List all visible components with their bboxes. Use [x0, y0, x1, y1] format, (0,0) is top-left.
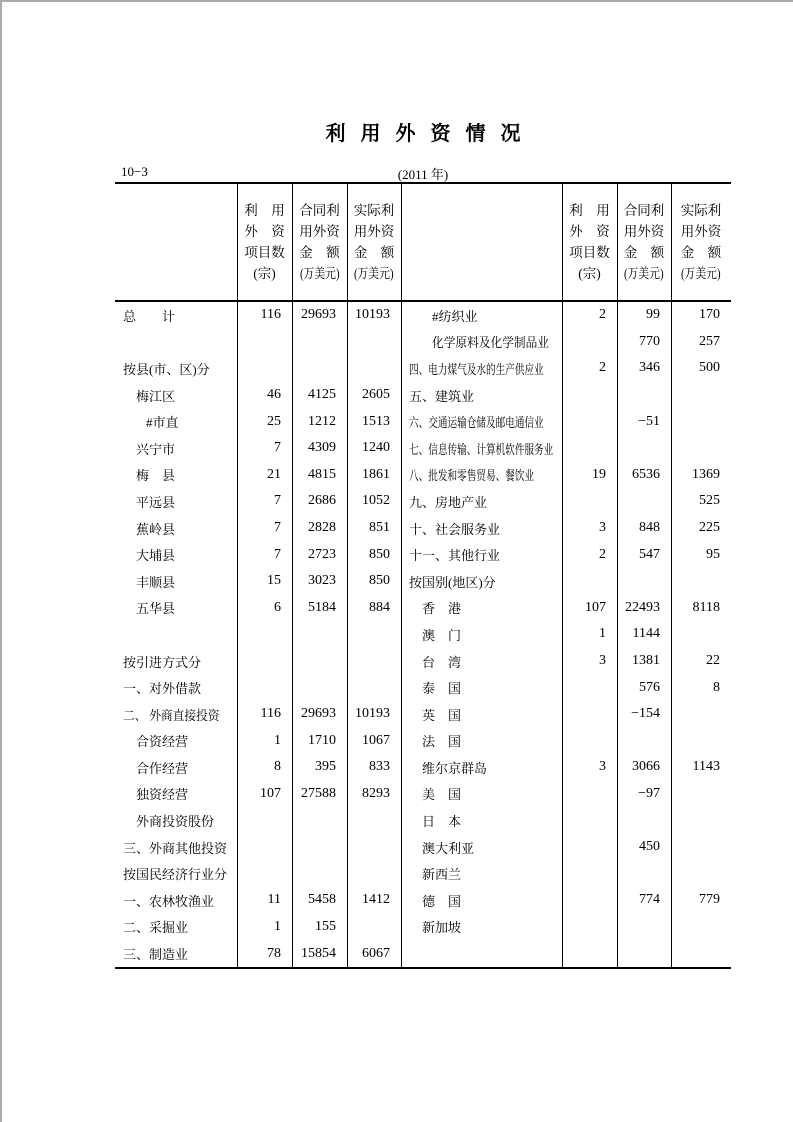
row-label-right: 十、社会服务业 — [409, 521, 501, 537]
value-contract-right: 1381 — [632, 653, 660, 669]
table-row — [115, 515, 731, 542]
value-projects-left — [237, 355, 292, 382]
table-row — [115, 860, 731, 887]
value-projects-right: 107 — [585, 599, 606, 615]
value-contract-right: −51 — [638, 413, 660, 429]
row-label-right: 英 国 — [422, 707, 462, 723]
value-contract-left: 2686 — [308, 493, 336, 509]
value-actual-right — [671, 914, 731, 941]
value-actual-right: 1369 — [692, 466, 720, 482]
value-projects-left: 46 — [267, 387, 281, 403]
row-label-left: 五华县 — [136, 601, 176, 617]
value-actual-right: 779 — [699, 892, 720, 908]
table-row — [115, 382, 731, 409]
value-contract-left: 1212 — [308, 413, 336, 429]
value-actual-left — [347, 860, 401, 887]
page-title: 利用外资情况 — [325, 123, 536, 145]
value-projects-right — [562, 382, 617, 409]
value-contract-left: 27588 — [301, 785, 336, 801]
value-contract-right: 22493 — [625, 599, 660, 615]
value-contract-right: 547 — [639, 546, 660, 562]
table-row — [115, 488, 731, 515]
value-actual-right: 8118 — [692, 599, 720, 615]
row-label-right: 法 国 — [422, 734, 462, 750]
value-projects-right — [562, 887, 617, 914]
value-projects-right — [562, 781, 617, 808]
value-actual-left: 6067 — [362, 945, 390, 961]
value-actual-right: 95 — [706, 546, 720, 562]
value-actual-left — [347, 648, 401, 675]
value-contract-right: −97 — [638, 785, 660, 801]
value-projects-left: 11 — [267, 892, 281, 908]
value-projects-right — [562, 408, 617, 435]
row-label-left: 梅江区 — [136, 388, 176, 404]
value-projects-right — [562, 488, 617, 515]
table-header — [115, 184, 731, 302]
header-right-stub — [401, 184, 562, 300]
value-actual-left: 2605 — [362, 387, 390, 403]
value-contract-left: 15854 — [301, 945, 336, 961]
value-contract-right — [617, 860, 671, 887]
table-row — [115, 887, 731, 914]
value-contract-left: 1710 — [308, 732, 336, 748]
value-contract-left — [292, 860, 347, 887]
value-actual-left: 850 — [369, 573, 390, 589]
value-contract-left — [292, 834, 347, 861]
header-text: 利 用 — [244, 203, 285, 218]
table-row — [115, 621, 731, 648]
value-projects-left — [237, 648, 292, 675]
row-label-right: 维尔京群岛 — [422, 760, 488, 776]
value-actual-left: 8293 — [362, 785, 390, 801]
row-label-right — [401, 940, 562, 967]
value-contract-right: 1144 — [632, 626, 660, 642]
row-label-right: 按国别(地区)分 — [409, 574, 496, 590]
value-contract-left: 4309 — [308, 440, 336, 456]
table-row — [115, 834, 731, 861]
table-row — [115, 408, 731, 435]
table-row — [115, 595, 731, 622]
table-row — [115, 329, 731, 356]
header-left-stub — [115, 184, 237, 300]
table-row — [115, 674, 731, 701]
value-actual-right — [671, 382, 731, 409]
value-projects-left — [237, 674, 292, 701]
value-actual-right: 1143 — [692, 759, 720, 775]
table-row — [115, 807, 731, 834]
value-projects-left: 116 — [260, 706, 281, 722]
header-text: 金 额 — [680, 245, 722, 260]
header-text: 金 额 — [353, 245, 395, 260]
value-actual-left: 1240 — [362, 440, 390, 456]
row-label-right: 台 湾 — [422, 654, 462, 670]
table-row — [115, 754, 731, 781]
value-contract-right: 3066 — [632, 759, 660, 775]
value-actual-left: 1412 — [362, 892, 390, 908]
value-projects-right: 3 — [599, 653, 606, 669]
row-label-right: 八、批发和零售贸易、餐饮业 — [409, 468, 535, 484]
header-text: 实际利 — [353, 203, 395, 218]
header-text: 用外资 — [353, 224, 395, 239]
header-right-actual — [671, 184, 731, 300]
header-right-projects — [562, 184, 617, 300]
value-projects-right: 19 — [592, 466, 606, 482]
value-contract-left: 4125 — [308, 387, 336, 403]
row-label-left — [115, 329, 237, 356]
value-projects-left: 78 — [267, 945, 281, 961]
row-label-right: 美 国 — [422, 787, 462, 803]
value-actual-right — [671, 701, 731, 728]
value-contract-right — [617, 728, 671, 755]
row-label-right: 九、房地产业 — [409, 494, 488, 510]
table-row — [115, 568, 731, 595]
value-projects-right: 2 — [599, 307, 606, 323]
value-contract-right: 6536 — [632, 466, 660, 482]
row-label-right: 澳大利亚 — [422, 840, 475, 856]
header-text: 项目数 — [569, 245, 610, 260]
value-actual-right — [671, 408, 731, 435]
table-row — [115, 781, 731, 808]
value-contract-left: 29693 — [301, 706, 336, 722]
row-label-left: 梅 县 — [136, 468, 176, 484]
value-contract-right — [617, 488, 671, 515]
value-actual-left: 1067 — [362, 732, 390, 748]
row-label-right: 香 港 — [422, 601, 462, 617]
row-label-left: 独资经营 — [136, 787, 189, 803]
value-actual-left — [347, 914, 401, 941]
row-label-right: 新加坡 — [422, 920, 462, 936]
value-projects-right — [562, 860, 617, 887]
table-row — [115, 462, 731, 489]
header-text: 金 额 — [299, 245, 340, 260]
value-contract-left: 29693 — [301, 307, 336, 323]
row-label-right: #纺织业 — [432, 308, 478, 324]
value-contract-left: 5458 — [308, 892, 336, 908]
table-row — [115, 914, 731, 941]
table-number: 10−3 — [121, 164, 148, 179]
value-projects-right — [562, 329, 617, 356]
value-actual-left: 884 — [369, 599, 390, 615]
value-actual-right: 225 — [699, 520, 720, 536]
header-text: (万美元) — [681, 266, 721, 281]
header-text: (宗) — [578, 266, 601, 281]
row-label-right: 新西兰 — [422, 867, 462, 883]
table-subhead — [115, 164, 731, 182]
value-projects-left: 7 — [274, 493, 281, 509]
value-contract-right: 576 — [639, 679, 660, 695]
row-label-left — [115, 621, 237, 648]
header-text: (万美元) — [624, 266, 664, 281]
value-actual-left: 10193 — [355, 307, 390, 323]
value-actual-right — [671, 621, 731, 648]
value-contract-left: 155 — [315, 918, 336, 934]
header-left-contract — [292, 184, 347, 300]
row-label-right: 六、交通运输仓储及邮电通信业 — [409, 415, 544, 431]
value-projects-right — [562, 674, 617, 701]
row-label-left: 合作经营 — [136, 760, 189, 776]
value-contract-right — [617, 914, 671, 941]
value-actual-left: 850 — [369, 546, 390, 562]
row-label-left: 丰顺县 — [136, 574, 176, 590]
row-label-right: 四、电力煤气及水的生产供应业 — [409, 361, 544, 377]
value-projects-right: 2 — [599, 546, 606, 562]
value-actual-right — [671, 435, 731, 462]
header-text: 合同利 — [623, 203, 665, 218]
value-projects-left — [237, 329, 292, 356]
value-actual-right: 22 — [706, 653, 720, 669]
value-contract-right: 346 — [639, 360, 660, 376]
value-actual-left — [347, 807, 401, 834]
value-actual-right: 8 — [713, 679, 720, 695]
row-label-left: 三、外商其他投资 — [123, 840, 228, 856]
value-actual-right: 500 — [699, 360, 720, 376]
value-actual-left: 833 — [369, 759, 390, 775]
header-text: 项目数 — [244, 245, 285, 260]
value-actual-right: 525 — [699, 493, 720, 509]
value-actual-left — [347, 674, 401, 701]
value-projects-left: 7 — [274, 440, 281, 456]
value-projects-right — [562, 728, 617, 755]
value-contract-right: 848 — [639, 520, 660, 536]
header-text: (万美元) — [354, 266, 394, 281]
row-label-right: 日 本 — [422, 814, 462, 830]
value-contract-right — [617, 435, 671, 462]
value-contract-left — [292, 807, 347, 834]
table-row — [115, 435, 731, 462]
header-text: 合同利 — [299, 203, 340, 218]
table-year: (2011 年) — [397, 167, 449, 182]
value-projects-left: 107 — [260, 785, 281, 801]
value-projects-left: 7 — [274, 520, 281, 536]
header-text: 利 用 — [569, 203, 610, 218]
value-projects-left: 8 — [274, 759, 281, 775]
value-projects-right — [562, 701, 617, 728]
row-label-right: 化学原料及化学制品业 — [432, 335, 550, 351]
table-row — [115, 541, 731, 568]
value-projects-left: 15 — [267, 573, 281, 589]
row-label-left: 一、对外借款 — [123, 681, 202, 697]
value-projects-left: 25 — [267, 413, 281, 429]
value-actual-left: 1052 — [362, 493, 390, 509]
header-right-contract — [617, 184, 671, 300]
value-projects-left: 116 — [260, 307, 281, 323]
value-projects-right — [562, 807, 617, 834]
row-label-left: 蕉岭县 — [136, 521, 176, 537]
value-contract-right: 770 — [639, 333, 660, 349]
row-label-right: 五、建筑业 — [409, 388, 475, 404]
header-text: 金 额 — [623, 245, 665, 260]
value-actual-right — [671, 728, 731, 755]
value-projects-left: 1 — [274, 918, 281, 934]
row-label-right: 七、信息传输、计算机软件服务业 — [409, 441, 554, 457]
value-contract-right: 99 — [646, 307, 660, 323]
value-actual-left — [347, 834, 401, 861]
value-projects-right — [562, 435, 617, 462]
value-actual-left — [347, 329, 401, 356]
header-text: 外 资 — [244, 224, 285, 239]
value-contract-right: 450 — [639, 839, 660, 855]
row-label-left: 合资经营 — [136, 734, 189, 750]
value-projects-left — [237, 621, 292, 648]
value-projects-right — [562, 940, 617, 967]
header-text: (万美元) — [299, 266, 340, 281]
value-projects-right — [562, 834, 617, 861]
value-projects-left — [237, 807, 292, 834]
row-label-left: 大埔县 — [136, 548, 176, 564]
value-actual-left — [347, 621, 401, 648]
table-row — [115, 355, 731, 382]
value-projects-right — [562, 914, 617, 941]
value-contract-left — [292, 355, 347, 382]
value-contract-left: 4815 — [308, 466, 336, 482]
value-contract-left — [292, 648, 347, 675]
row-label-left: 按县(市、区)分 — [123, 361, 210, 377]
header-text: 用外资 — [680, 224, 722, 239]
header-text: 实际利 — [680, 203, 722, 218]
value-projects-left — [237, 860, 292, 887]
value-actual-right — [671, 940, 731, 967]
value-actual-right — [671, 568, 731, 595]
value-projects-right: 2 — [599, 360, 606, 376]
value-projects-left: 1 — [274, 732, 281, 748]
value-projects-left: 7 — [274, 546, 281, 562]
value-actual-left — [347, 355, 401, 382]
value-actual-left: 10193 — [355, 706, 390, 722]
header-text: 用外资 — [623, 224, 665, 239]
header-left-actual — [347, 184, 401, 300]
table-body — [115, 302, 731, 967]
row-label-left: 二、 外商直接投资 — [123, 707, 220, 723]
value-projects-right: 3 — [599, 520, 606, 536]
value-contract-right — [617, 807, 671, 834]
row-label-right: 十一、其他行业 — [409, 548, 501, 564]
value-contract-left: 5184 — [308, 599, 336, 615]
table-row — [115, 701, 731, 728]
value-actual-left: 851 — [369, 520, 390, 536]
value-contract-left — [292, 621, 347, 648]
value-contract-right — [617, 568, 671, 595]
value-projects-left: 21 — [267, 466, 281, 482]
value-contract-right: 774 — [639, 892, 660, 908]
row-label-left: 平远县 — [136, 494, 176, 510]
value-projects-right: 3 — [599, 759, 606, 775]
value-projects-left — [237, 834, 292, 861]
table-row — [115, 648, 731, 675]
table-row — [115, 302, 731, 329]
row-label-left: #市直 — [146, 415, 179, 431]
statistics-table — [115, 182, 731, 969]
row-label-left: 按引进方式分 — [123, 654, 202, 670]
value-contract-left: 2828 — [308, 520, 336, 536]
row-label-right: 泰 国 — [422, 681, 462, 697]
value-contract-left: 3023 — [308, 573, 336, 589]
header-left-projects — [237, 184, 292, 300]
row-label-left: 三、制造业 — [123, 947, 189, 963]
value-contract-right: −154 — [631, 706, 660, 722]
row-label-left: 兴宁市 — [136, 441, 176, 457]
value-contract-left — [292, 329, 347, 356]
value-actual-right: 257 — [699, 333, 720, 349]
value-actual-left: 1861 — [362, 466, 390, 482]
table-row — [115, 728, 731, 755]
row-label-left: 一、农林牧渔业 — [123, 893, 215, 909]
row-label-left: 按国民经济行业分 — [123, 867, 228, 883]
value-actual-right — [671, 781, 731, 808]
row-label-left: 二、采掘业 — [123, 920, 189, 936]
value-contract-right — [617, 940, 671, 967]
row-label-left: 总 计 — [123, 308, 176, 324]
value-projects-left: 6 — [274, 599, 281, 615]
row-label-left: 外商投资股份 — [136, 814, 215, 830]
value-actual-right — [671, 834, 731, 861]
value-contract-left: 395 — [315, 759, 336, 775]
value-contract-left: 2723 — [308, 546, 336, 562]
value-actual-right: 170 — [699, 307, 720, 323]
value-actual-left: 1513 — [362, 413, 390, 429]
value-contract-right — [617, 382, 671, 409]
table-row — [115, 940, 731, 967]
header-text: 用外资 — [299, 224, 340, 239]
header-text: (宗) — [253, 266, 276, 281]
value-projects-right: 1 — [599, 626, 606, 642]
row-label-right: 德 国 — [422, 893, 462, 909]
value-actual-right — [671, 807, 731, 834]
value-actual-right — [671, 860, 731, 887]
value-contract-left — [292, 674, 347, 701]
row-label-right: 澳 门 — [422, 627, 462, 643]
value-projects-right — [562, 568, 617, 595]
header-text: 外 资 — [569, 224, 610, 239]
